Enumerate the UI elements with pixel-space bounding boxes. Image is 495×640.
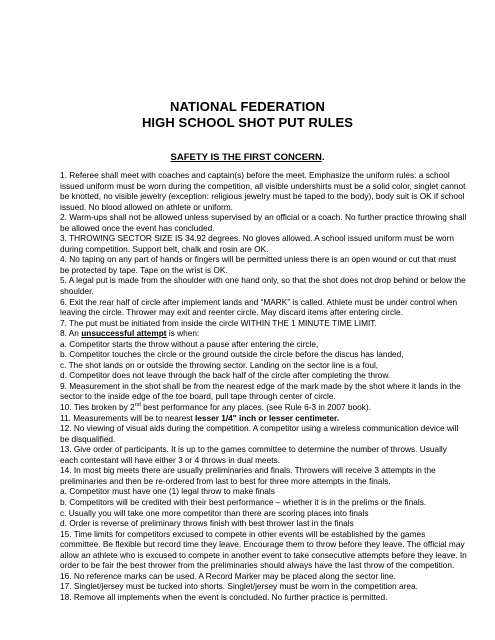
- title-line-1: NATIONAL FEDERATION: [169, 99, 325, 114]
- rule-8-item-c: c. The shot lands on or outside the throwing sector. Landing on the sector line is a foul,: [60, 359, 379, 370]
- rule-7: 7. The put must be initiated from inside the circle WITHIN THE 1 MINUTE TIME LIMIT.: [60, 317, 377, 328]
- rule-8-suffix: is when:: [166, 328, 200, 339]
- rule-8-bold: unsuccessful attempt: [81, 328, 167, 339]
- rule-14-item-c: c. Usually you will take one more competitor than there are scoring places into finals: [60, 507, 369, 518]
- rule-8-item-a: a. Competitor starts the throw without a pause after entering the circle,: [60, 338, 319, 349]
- rule-8-item-d: d. Competitor does not leave through the back half of the circle after completing the throw.: [60, 370, 391, 381]
- rule-10-prefix: 10. Ties broken by 2: [60, 402, 135, 413]
- rule-8: [60, 328, 467, 339]
- rule-11-prefix: 11. Measurements will be to nearest: [60, 412, 195, 423]
- rule-14-item-a: a. Competitor must have one (1) legal throw to make finals: [60, 486, 275, 497]
- rule-14-item-b: b. Competitors will be credited with their best performance – whether it is in the prelims or the finals.: [60, 496, 427, 507]
- rule-13: 13. Give order of participants. It is up to the games committee to determine the number of throws. Usually each contestant will have either 3 or 4 throws in dual meets.: [60, 444, 447, 465]
- rule-8-prefix: 8. An: [60, 328, 82, 339]
- rule-3: 3. THROWING SECTOR SIZE IS 34.92 degrees. No gloves allowed. A school issued uniform must be worn during competition. Support belt, chalk and rosin are OK.: [60, 233, 454, 254]
- rule-2: 2. Warm-ups shall not be allowed unless supervised by an official or a coach. No further practice throwing shall be allowed once the event has concluded.: [60, 212, 467, 233]
- rule-11-bold: lesser 1/4" inch or lesser centimeter.: [194, 412, 340, 423]
- rule-8-item-b: b. Competitor touches the circle or the ground outside the circle before the discus has landed,: [60, 349, 404, 360]
- rule-14-item-d: d. Order is reverse of preliminary throws finish with best thrower last in the finals: [60, 518, 354, 529]
- rule-18: 18. Remove all implements when the event is concluded. No further practice is permitted.: [60, 591, 388, 602]
- rule-9: 9. Measurement in the shot shall be from the nearest edge of the mark made by the shot where it lands in the sector to the inside edge of the toe board, pull tape through center of circle.: [60, 380, 461, 402]
- rule-4: 4. No taping on any part of hands or fingers will be permitted unless there is an open wound or cut that must be protected by tape. Tape on the wrist is OK.: [60, 254, 457, 275]
- rule-10-superscript: nd: [134, 402, 141, 409]
- rule-16: 16. No reference marks can be used. A Record Marker may be placed along the sector line.: [60, 570, 396, 581]
- safety-notice-text: SAFETY IS THE FIRST CONCERN: [170, 152, 322, 163]
- rule-14: 14. In most big meets there are usually preliminaries and finals. Throwers will receive 3 attempts in the preliminaries and then be re-ordered from last to best for three more attempts in the finals.: [60, 465, 436, 486]
- rule-10: [60, 402, 467, 413]
- rule-11: [60, 413, 467, 424]
- rule-17: 17. Singlet/jersey must be tucked into shorts. Singlet/jersey must be worn in the competition area.: [60, 581, 418, 592]
- safety-notice-period: .: [321, 152, 325, 163]
- rule-5: 5. A legal put is made from the shoulder with one hand only, so that the shot does not drop behind or below the shoulder.: [60, 275, 466, 297]
- title-line-2: HIGH SCHOOL SHOT PUT RULES: [141, 115, 354, 130]
- rules-body: [60, 170, 467, 602]
- document-title: [0, 99, 495, 131]
- rule-10-suffix: best performance for any places. (see Rule 6-3 in 2007 book).: [140, 402, 371, 413]
- rule-12: 12. No viewing of visual aids during the competition. A competitor using a wireless communication device will be disqualified.: [60, 423, 459, 444]
- rule-6: 6. Exit the rear half of circle after implement lands and “MARK” is called. Athlete must be under control when leaving the circle. Thrower may exit and reenter circle. May discard items after entering circle.: [60, 296, 458, 318]
- rule-1: 1. Referee shall meet with coaches and captain(s) before the meet. Emphasize the uniform rules: a school issued uniform must be worn during the competition, all visible undershirts must be a solid color, singlet cannot be knotted, no visible jewelry (exception: religious jewelry must be taped to the body), body suit is OK if school issued. No blood allowed on athlete or uniform.: [60, 170, 466, 212]
- safety-notice: [0, 152, 495, 164]
- rule-15: 15. Time limits for competitors excused to compete in other events will be established by the games committee. Be flexible but record time they leave. Encourage them to throw before they leave. The official may allow an athlete who is excused to compete in another event to take consecutive attempts before they leave. In order to be fair the best thrower from the preliminaries should always have the last throw of the competition.: [60, 528, 467, 571]
